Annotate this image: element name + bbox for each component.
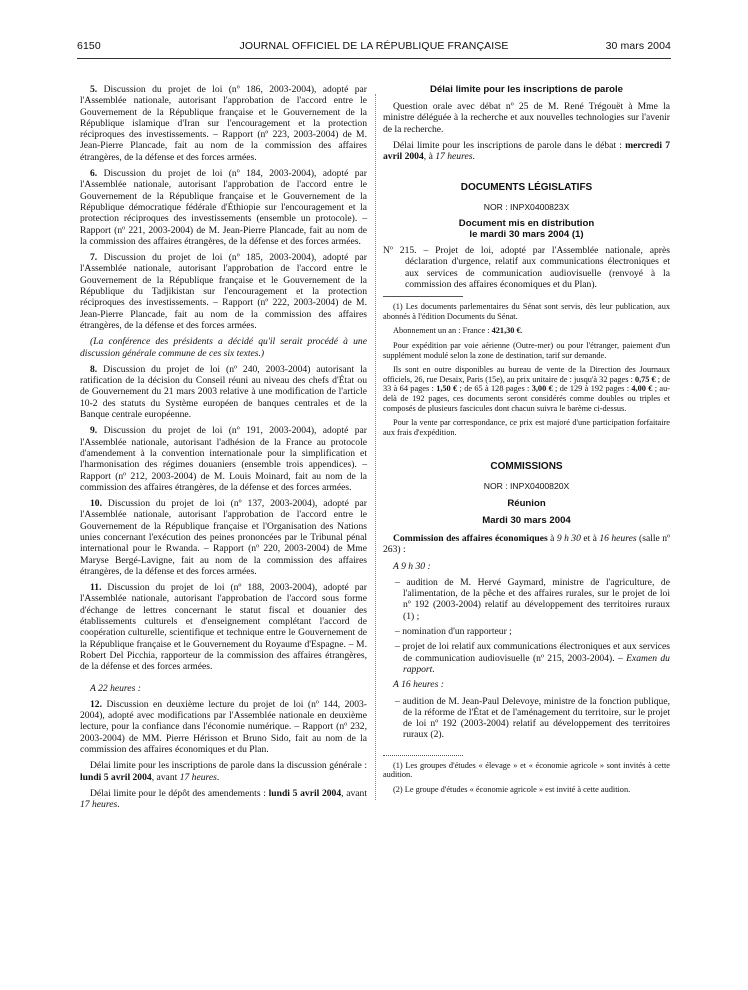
agenda-item-11: 11. Discussion du projet de loi (nº 188, 2003-2004), adopté par l'Assemblée nationale, autorisant l'approbation de l'accord sous forme d'échange de lettres concernant le statut fiscal et douanier des établissements culturels et d'enseignement complétant l'accord de coopération culturelle, scientifique et technique entre le Gouvernement de la République française et le Gouvernement du Royaume d'Espagne. – M. Robert Del Picchia, rapporteur de la commission des affaires étrangères, de la défense et des forces armées. (80, 582, 367, 673)
agenda-item-6: 6. Discussion du projet de loi (nº 184, 2003-2004), adopté par l'Assemblée nationale, autorisant l'approbation de l'accord entre le Gouvernement de la République française et le Gouvernement de la République démocratique fédérale d'Éthiopie sur l'encouragement et la protection réciproques des investissements (ensemble un protocole). – Rapport (nº 221, 2003-2004) de M. Jean-Pierre Plancade, fait au nom de la commission des affaires étrangères, de la défense et des forces armées. (80, 168, 367, 247)
commission-eco: Commission des affaires économiques à 9 h 30 et à 16 heures (salle nº 263) : (383, 532, 670, 556)
time-930: A 9 h 30 : (393, 560, 431, 572)
agenda-dash-2: – nomination d'un rapporteur ; (395, 626, 512, 638)
note-mail-order: Pour la vente par correspondance, ce prix est majoré d'une participation forfaitaire aux frais d'expédition. (383, 418, 670, 437)
document-item-215: Nº 215. – Projet de loi, adopté par l'Assemblée nationale, après déclaration d'urgence, relatif aux communications électroniques et aux services de communication audiovisuelle (renvoyé à la commission des affaires économiques et du Plan). (383, 245, 670, 290)
issue-date: 30 mars 2004 (605, 40, 671, 52)
agenda-item-5: 5. Discussion du projet de loi (nº 186, 2003-2004), adopté par l'Assemblée nationale, autorisant l'approbation de l'accord entre le Gouvernement de la République française et le Gouvernement de la République islamique d'Iran sur l'encouragement et la protection réciproques des investissements. – Rapport (nº 223, 2003-2004) de M. Jean-Pierre Plancade, fait au nom de la commission des affaires étrangères, de la défense et des forces armées. (80, 84, 367, 163)
docs-subtitle-1: Document mis en distribution (458, 218, 595, 230)
page-number: 6150 (77, 40, 101, 52)
section-title-documents: DOCUMENTS LÉGISLATIFS (460, 182, 593, 194)
docs-subtitle-2: le mardi 30 mars 2004 (1) (469, 229, 584, 241)
time-16h: A 16 heures : (393, 679, 444, 691)
delay-speaking: Délai limite pour les inscriptions de parole dans la discussion générale : lundi 5 avril 2004, avant 17 heures. (80, 760, 367, 783)
reunion-title: Réunion (507, 497, 546, 509)
footnote-rule-2 (383, 755, 463, 756)
nor-documents: NOR : INPX0400823X (483, 201, 570, 212)
right-column (383, 84, 670, 800)
agenda-item-12: 12. Discussion en deuxième lecture du projet de loi (nº 144, 2003-2004), adopté avec modifications par l'Assemblée nationale en deuxième lecture, pour la confiance dans l'économie numérique. – Rapport (nº 232, 2003-2004) de MM. Pierre Hérisson et Bruno Sido, fait au nom de la commission des affaires économiques et du Plan. (80, 698, 367, 756)
agenda-item-10: 10. Discussion du projet de loi (nº 137, 2003-2004), adopté par l'Assemblée nationale, autorisant l'approbation de l'accord entre le Gouvernement de la République française et l'Organisation des Nations unies concernant l'exécution des peines prononcées par le Tribunal pénal international pour le Rwanda. – Rapport (nº 220, 2003-2004) de Mme Maryse Bergé-Lavigne, fait au nom de la commission des affaires étrangères, de la défense et des forces armées. (80, 498, 367, 577)
delai-debate: Délai limite pour les inscriptions de parole dans le débat : mercredi 7 avril 2004, à 17 heures. (383, 139, 671, 163)
header-rule (77, 58, 671, 59)
footnote-2: (2) Le groupe d'études « économie agricole » est invité à cette audition. (393, 784, 631, 794)
conference-note: (La conférence des présidents a décidé qu'il serait procédé à une discussion générale commune de ces six textes.) (80, 336, 367, 359)
note-prices: Ils sont en outre disponibles au bureau de vente de la Direction des Journaux officiels, 26, rue Desaix, Paris (15e), au prix unitaire de : jusqu'à 32 pages : 0,75 € ; de 33 à 64 pages : 1,50 € ; de 65 à 128 pages : 3,00 € ; de 129 à 192 pages : 4,00 € ; au-delà de 192 pages, ces documents seront considérés comme doubles ou triples et composés de plusieurs fascicules dont chacun suivra le barème ci-dessus. (383, 365, 671, 413)
time-22h: A 22 heures : (90, 682, 141, 694)
footnote-1: (1) Les groupes d'études « élevage » et « économie agricole » sont invités à cette audition. (383, 760, 670, 780)
column-divider (375, 94, 376, 800)
oral-question: Question orale avec débat nº 25 de M. René Trégouët à Mme la ministre déléguée à la recherche et aux nouvelles technologies sur l'avenir de la recherche. (383, 101, 670, 135)
footnote-rule (383, 296, 463, 297)
nor-commissions: NOR : INPX0400820X (483, 480, 570, 491)
left-column (80, 84, 367, 816)
running-header (77, 40, 671, 56)
agenda-dash-1: – audition de M. Hervé Gaymard, ministre de l'agriculture, de l'alimentation, de la pêche et des affaires rurales, sur le projet de loi nº 192 (2003-2004) relatif au développement des territoires ruraux (1) ; (395, 576, 670, 622)
note-subscription: Abonnement un an : France : 421,30 €. (393, 326, 523, 336)
agenda-dash-3: – projet de loi relatif aux communications électroniques et aux services de communication audiovisuelle (nº 215, 2003-2004). – Examen du rapport. (395, 641, 670, 675)
delay-amendments: Délai limite pour le dépôt des amendements : lundi 5 avril 2004, avant 17 heures. (80, 787, 368, 811)
section-title-commissions: COMMISSIONS (490, 461, 563, 473)
agenda-dash-4: – audition de M. Jean-Paul Delevoye, ministre de la fonction publique, de la réforme de l'État et de l'aménagement du territoire, sur le projet de loi nº 192 (2003-2004) relatif au développement des territoires ruraux (2). (395, 695, 670, 741)
agenda-item-8: 8. Discussion du projet de loi (nº 240, 2003-2004) autorisant la ratification de la décision du Conseil réuni au niveau des chefs d'État ou de Gouvernement du 21 mars 2003 relative à une modification de l'article 10-2 des statuts du Système européen de banques centrales et de la Banque centrale européenne. (80, 363, 367, 421)
meeting-date: Mardi 30 mars 2004 (482, 514, 571, 526)
note-shipping: Pour expédition par voie aérienne (Outre-mer) ou pour l'étranger, paiement d'un supplément modulé selon la zone de destination, tarif sur demande. (383, 341, 670, 360)
note-services: (1) Les documents parlementaires du Sénat sont servis, dès leur publication, aux abonnés à l'édition Documents du Sénat. (383, 302, 670, 321)
agenda-item-7: 7. Discussion du projet de loi (nº 185, 2003-2004), adopté par l'Assemblée nationale, autorisant l'approbation de l'accord entre le Gouvernement de la République française et le Gouvernement de la République du Tadjikistan sur l'encouragement et la protection réciproques des investissements. – Rapport (nº 222, 2003-2004) de M. Jean-Pierre Plancade, fait au nom de la commission des affaires étrangères, de la défense et des forces armées. (80, 252, 367, 331)
journal-title: JOURNAL OFFICIEL DE LA RÉPUBLIQUE FRANÇAISE (239, 40, 509, 52)
agenda-item-9: 9. Discussion du projet de loi (nº 191, 2003-2004), adopté par l'Assemblée nationale, autorisant l'adhésion de la France au protocole d'amendement à la convention internationale pour la simplification et l'harmonisation des régimes douaniers (ensemble trois appendices). – Rapport (nº 212, 2003-2004) de M. Louis Moinard, fait au nom de la commission des affaires étrangères, de la défense et des forces armées. (80, 425, 367, 493)
delai-title: Délai limite pour les inscriptions de parole (430, 84, 623, 95)
